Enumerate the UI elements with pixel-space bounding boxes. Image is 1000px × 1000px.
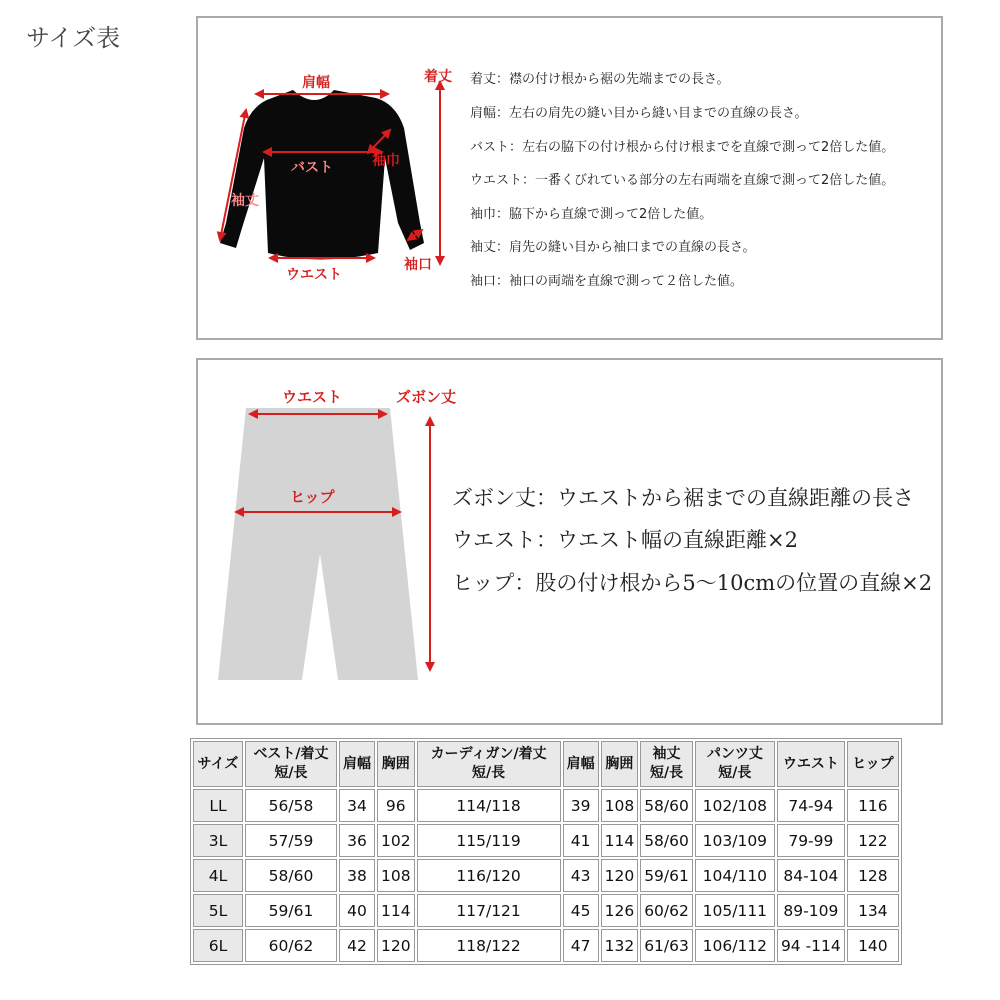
label-sleeve-length: 袖丈 — [231, 193, 259, 209]
desc-pants-waist: ウエスト：ウエスト幅の直線距離×2 — [452, 528, 798, 552]
table-cell: 38 — [339, 859, 375, 892]
table-cell: 114 — [601, 824, 639, 857]
label-bust: バスト — [291, 160, 333, 176]
table-cell: 45 — [563, 894, 599, 927]
top-garment-panel — [196, 16, 943, 340]
table-cell: 47 — [563, 929, 599, 962]
label-cuff: 袖口 — [404, 257, 432, 273]
label-pants-length: ズボン丈 — [396, 388, 457, 406]
table-cell: 104/110 — [695, 859, 775, 892]
table-cell: 40 — [339, 894, 375, 927]
table-cell: 108 — [601, 789, 639, 822]
size-table — [190, 738, 902, 965]
table-cell: 105/111 — [695, 894, 775, 927]
table-cell: 59/61 — [245, 894, 337, 927]
desc-cuff: 袖口：袖口の両端を直線で測って２倍した値。 — [470, 274, 744, 289]
table-cell: 120 — [601, 859, 639, 892]
table-row — [193, 894, 899, 927]
table-cell: 58/60 — [640, 824, 693, 857]
desc-sleeve-width: 袖巾：脇下から直線で測って2倍した値。 — [470, 207, 713, 222]
desc-waist: ウエスト：一番くびれている部分の左右両端を直線で測って2倍した値。 — [470, 173, 895, 188]
header-size: サイズ — [193, 741, 243, 787]
header-pants-length: パンツ丈 短/長 — [695, 741, 775, 787]
table-cell: 42 — [339, 929, 375, 962]
size-label-cell: LL — [193, 789, 243, 822]
table-cell: 58/60 — [245, 859, 337, 892]
label-pants-waist: ウエスト — [282, 388, 343, 406]
label-sleeve-width: 袖巾 — [372, 153, 400, 169]
table-cell: 108 — [377, 859, 415, 892]
table-cell: 128 — [847, 859, 899, 892]
table-cell: 74-94 — [777, 789, 845, 822]
desc-pants-length: ズボン丈：ウエストから裾までの直線距離の長さ — [452, 486, 914, 510]
table-cell: 102 — [377, 824, 415, 857]
header-waist: ウエスト — [777, 741, 845, 787]
table-cell: 103/109 — [695, 824, 775, 857]
table-row — [193, 824, 899, 857]
table-cell: 94 -114 — [777, 929, 845, 962]
table-cell: 115/119 — [417, 824, 561, 857]
desc-pants-hip: ヒップ：股の付け根から5〜10cmの位置の直線×2 — [452, 571, 933, 595]
table-cell: 116/120 — [417, 859, 561, 892]
header-cardigan-chest: 胸囲 — [601, 741, 639, 787]
table-cell: 126 — [601, 894, 639, 927]
header-cardigan-shoulder: 肩幅 — [563, 741, 599, 787]
table-cell: 117/121 — [417, 894, 561, 927]
size-label-cell: 5L — [193, 894, 243, 927]
table-cell: 60/62 — [640, 894, 693, 927]
desc-total-length: 着丈：襟の付け根から裾の先端までの長さ。 — [470, 72, 730, 87]
label-waist: ウエスト — [286, 267, 342, 283]
table-cell: 79-99 — [777, 824, 845, 857]
desc-bust: バスト：左右の脇下の付け根から付け根までを直線で測って2倍した値。 — [470, 140, 895, 155]
size-label-cell: 6L — [193, 929, 243, 962]
label-shoulder: 肩幅 — [302, 75, 330, 91]
table-cell: 140 — [847, 929, 899, 962]
table-cell: 61/63 — [640, 929, 693, 962]
table-cell: 120 — [377, 929, 415, 962]
table-row — [193, 859, 899, 892]
table-cell: 118/122 — [417, 929, 561, 962]
table-cell: 122 — [847, 824, 899, 857]
table-cell: 89-109 — [777, 894, 845, 927]
table-cell: 102/108 — [695, 789, 775, 822]
table-cell: 58/60 — [640, 789, 693, 822]
table-cell: 116 — [847, 789, 899, 822]
table-cell: 114 — [377, 894, 415, 927]
table-cell: 57/59 — [245, 824, 337, 857]
table-cell: 134 — [847, 894, 899, 927]
table-cell: 106/112 — [695, 929, 775, 962]
desc-shoulder: 肩幅：左右の肩先の縫い目から縫い目までの直線の長さ。 — [470, 106, 808, 121]
table-cell: 36 — [339, 824, 375, 857]
table-row — [193, 929, 899, 962]
table-cell: 43 — [563, 859, 599, 892]
desc-sleeve-length: 袖丈：肩先の縫い目から袖口までの直線の長さ。 — [470, 240, 756, 255]
header-vest-length: ベスト/着丈 短/長 — [245, 741, 337, 787]
table-cell: 59/61 — [640, 859, 693, 892]
header-cardigan-length: カーディガン/着丈 短/長 — [417, 741, 561, 787]
table-cell: 41 — [563, 824, 599, 857]
table-cell: 34 — [339, 789, 375, 822]
table-cell: 132 — [601, 929, 639, 962]
page-title: サイズ表 — [26, 24, 121, 52]
size-label-cell: 4L — [193, 859, 243, 892]
label-pants-hip: ヒップ — [290, 488, 335, 506]
pants-panel — [196, 358, 943, 725]
table-cell: 96 — [377, 789, 415, 822]
table-row — [193, 789, 899, 822]
size-label-cell: 3L — [193, 824, 243, 857]
table-cell: 84-104 — [777, 859, 845, 892]
table-header-row — [193, 741, 899, 787]
header-sleeve-length: 袖丈 短/長 — [640, 741, 693, 787]
pants-shape — [218, 408, 418, 680]
header-vest-chest: 胸囲 — [377, 741, 415, 787]
table-cell: 39 — [563, 789, 599, 822]
header-vest-shoulder: 肩幅 — [339, 741, 375, 787]
table-cell: 56/58 — [245, 789, 337, 822]
table-cell: 114/118 — [417, 789, 561, 822]
header-hip: ヒップ — [847, 741, 899, 787]
label-total-length: 着丈 — [424, 69, 452, 85]
table-cell: 60/62 — [245, 929, 337, 962]
